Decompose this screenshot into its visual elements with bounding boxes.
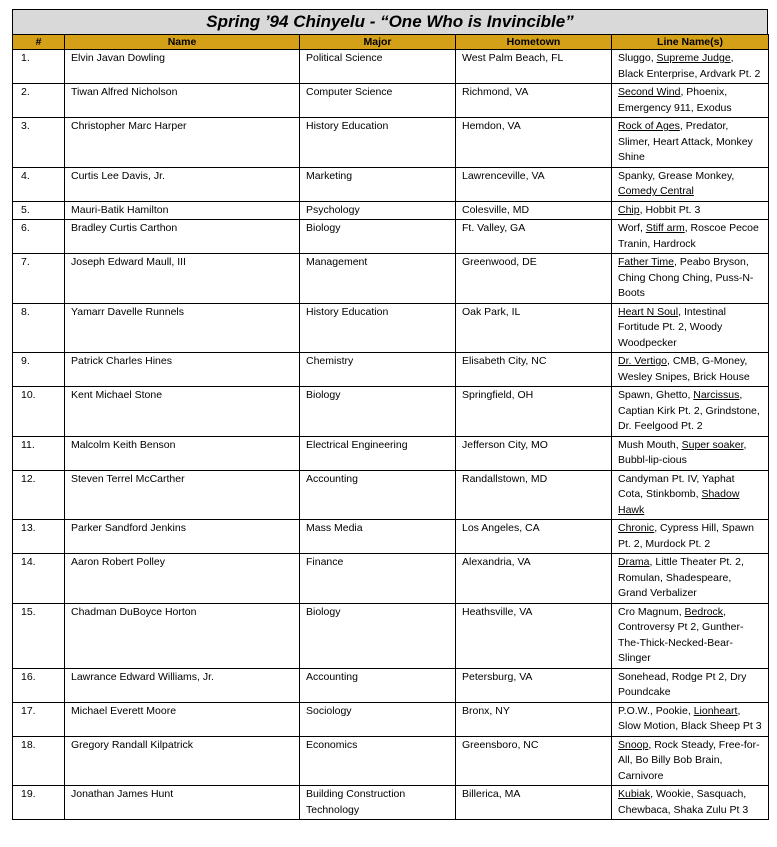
member-line-names bbox=[612, 387, 769, 437]
row-number: 15. bbox=[13, 603, 65, 668]
member-line-names bbox=[612, 353, 769, 387]
member-hometown: Heathsville, VA bbox=[456, 603, 612, 668]
line-name-text: Spawn, Ghetto, bbox=[618, 389, 694, 401]
member-line-names bbox=[612, 668, 769, 702]
line-name-text: Candyman Pt. IV, Yaphat Cota, Stinkbomb, bbox=[618, 472, 735, 500]
line-name-text: , Intestinal Fortitude Pt. 2, Woody Woodpecker bbox=[618, 305, 726, 349]
member-major: Management bbox=[300, 254, 456, 304]
member-hometown: Billerica, MA bbox=[456, 786, 612, 820]
line-name-text: , Roscoe Pecoe Tranin, Hardrock bbox=[618, 222, 759, 250]
member-name: Jonathan James Hunt bbox=[65, 786, 300, 820]
member-hometown: Springfield, OH bbox=[456, 387, 612, 437]
member-hometown: Ft. Valley, GA bbox=[456, 220, 612, 254]
table-row bbox=[13, 201, 769, 220]
member-line-names bbox=[612, 786, 769, 820]
line-name-underlined: Comedy Central bbox=[618, 185, 694, 197]
member-name: Chadman DuBoyce Horton bbox=[65, 603, 300, 668]
row-number: 12. bbox=[13, 470, 65, 520]
line-name-underlined: Kubiak bbox=[618, 788, 651, 800]
line-name-text: , Hobbit Pt. 3 bbox=[639, 203, 701, 216]
member-name: Bradley Curtis Carthon bbox=[65, 220, 300, 254]
member-line-names bbox=[612, 254, 769, 304]
member-major: Political Science bbox=[300, 50, 456, 84]
line-name-underlined: Second Wind bbox=[618, 86, 681, 98]
member-name: Elvin Javan Dowling bbox=[65, 50, 300, 84]
table-row bbox=[13, 470, 769, 520]
row-number: 5. bbox=[13, 201, 65, 220]
member-major: History Education bbox=[300, 303, 456, 353]
table-row bbox=[13, 520, 769, 554]
row-number: 10. bbox=[13, 387, 65, 437]
table-row bbox=[13, 554, 769, 604]
row-number: 17. bbox=[13, 702, 65, 736]
member-line-names bbox=[612, 50, 769, 84]
table-row bbox=[13, 702, 769, 736]
member-line-names bbox=[612, 303, 769, 353]
member-name: Michael Everett Moore bbox=[65, 702, 300, 736]
member-line-names bbox=[612, 118, 769, 168]
member-hometown: Alexandria, VA bbox=[456, 554, 612, 604]
line-name-text: , Wookie, Sasquach, Chewbaca, Shaka Zulu Pt 3 bbox=[618, 788, 749, 816]
member-line-names bbox=[612, 554, 769, 604]
column-header-line-names: Line Name(s) bbox=[612, 35, 769, 50]
member-hometown: Lawrenceville, VA bbox=[456, 167, 612, 201]
line-name-underlined: Super soaker bbox=[681, 438, 744, 451]
line-name-text: Sluggo, bbox=[618, 52, 657, 64]
line-name-text: Cro Magnum, bbox=[618, 605, 685, 618]
table-row bbox=[13, 303, 769, 353]
member-major: Computer Science bbox=[300, 84, 456, 118]
line-name-underlined: Narcissus bbox=[693, 389, 740, 401]
line-name-underlined: Chronic bbox=[618, 522, 655, 534]
line-name-text: , Predator, Slimer, Heart Attack, Monkey Shine bbox=[618, 120, 753, 163]
line-name-text: P.O.W., Pookie, bbox=[618, 704, 694, 717]
table-row bbox=[13, 84, 769, 118]
line-name-text: , Controversy Pt 2, Gunther-The-Thick-Necked-Bear-Slinger bbox=[618, 605, 744, 664]
line-name-underlined: Snoop bbox=[618, 738, 649, 751]
member-line-names bbox=[612, 84, 769, 118]
member-major: Accounting bbox=[300, 668, 456, 702]
member-line-names bbox=[612, 520, 769, 554]
table-row bbox=[13, 668, 769, 702]
column-header-hometown: Hometown bbox=[456, 35, 612, 50]
member-major: Finance bbox=[300, 554, 456, 604]
member-name: Yamarr Davelle Runnels bbox=[65, 303, 300, 353]
row-number: 13. bbox=[13, 520, 65, 554]
table-row bbox=[13, 220, 769, 254]
member-hometown: Colesville, MD bbox=[456, 201, 612, 220]
member-hometown: Elisabeth City, NC bbox=[456, 353, 612, 387]
member-major: Building Construction Technology bbox=[300, 786, 456, 820]
line-name-text: Mush Mouth, bbox=[618, 438, 682, 451]
member-hometown: Oak Park, IL bbox=[456, 303, 612, 353]
member-line-names bbox=[612, 470, 769, 520]
line-name-underlined: Bedrock bbox=[684, 605, 724, 618]
row-number: 8. bbox=[13, 303, 65, 353]
header-row bbox=[13, 35, 769, 50]
member-line-names bbox=[612, 167, 769, 201]
row-number: 19. bbox=[13, 786, 65, 820]
member-name: Patrick Charles Hines bbox=[65, 353, 300, 387]
member-name: Malcolm Keith Benson bbox=[65, 436, 300, 470]
row-number: 2. bbox=[13, 84, 65, 118]
table-row bbox=[13, 736, 769, 786]
member-name: Mauri-Batik Hamilton bbox=[65, 201, 300, 220]
column-header-major: Major bbox=[300, 35, 456, 50]
line-name-underlined: Stiff arm bbox=[645, 222, 685, 234]
line-name-text: , Little Theater Pt. 2, Romulan, Shadespeare, Grand Verbalizer bbox=[618, 556, 744, 599]
member-line-names bbox=[612, 702, 769, 736]
row-number: 7. bbox=[13, 254, 65, 304]
line-name-underlined: Rock of Ages bbox=[618, 120, 680, 132]
member-major: Sociology bbox=[300, 702, 456, 736]
member-name: Aaron Robert Polley bbox=[65, 554, 300, 604]
roster-table bbox=[12, 34, 769, 820]
document-title: Spring ’94 Chinyelu - “One Who is Invincible” bbox=[12, 9, 768, 34]
member-line-names bbox=[612, 220, 769, 254]
table-row bbox=[13, 50, 769, 84]
member-major: Biology bbox=[300, 387, 456, 437]
member-major: Biology bbox=[300, 220, 456, 254]
member-name: Curtis Lee Davis, Jr. bbox=[65, 167, 300, 201]
line-name-text: , Rock Steady, Free-for-All, Bo Billy Bob Brain, Carnivore bbox=[618, 738, 760, 782]
line-name-text: , Slow Motion, Black Sheep Pt 3 bbox=[618, 704, 762, 732]
line-name-text: Spanky, Grease Monkey, bbox=[618, 169, 735, 182]
row-number: 14. bbox=[13, 554, 65, 604]
member-major: Mass Media bbox=[300, 520, 456, 554]
member-name: Parker Sandford Jenkins bbox=[65, 520, 300, 554]
line-name-text: Worf, bbox=[618, 222, 646, 234]
member-major: Marketing bbox=[300, 167, 456, 201]
line-name-text: , Phoenix, Emergency 911, Exodus bbox=[618, 86, 732, 114]
member-line-names bbox=[612, 736, 769, 786]
line-name-underlined: Drama bbox=[618, 556, 650, 568]
member-major: Accounting bbox=[300, 470, 456, 520]
table-row bbox=[13, 387, 769, 437]
line-name-text: , Captian Kirk Pt. 2, Grindstone, Dr. Feelgood Pt. 2 bbox=[618, 389, 760, 432]
member-hometown: Petersburg, VA bbox=[456, 668, 612, 702]
member-major: Biology bbox=[300, 603, 456, 668]
member-name: Tiwan Alfred Nicholson bbox=[65, 84, 300, 118]
member-line-names bbox=[612, 201, 769, 220]
line-name-underlined: Shadow Hawk bbox=[618, 488, 740, 516]
member-hometown: West Palm Beach, FL bbox=[456, 50, 612, 84]
line-name-text: , CMB, G-Money, Wesley Snipes, Brick House bbox=[618, 355, 750, 383]
member-major: Economics bbox=[300, 736, 456, 786]
member-hometown: Bronx, NY bbox=[456, 702, 612, 736]
table-row bbox=[13, 167, 769, 201]
row-number: 9. bbox=[13, 353, 65, 387]
member-major: History Education bbox=[300, 118, 456, 168]
member-major: Psychology bbox=[300, 201, 456, 220]
table-row bbox=[13, 353, 769, 387]
line-name-underlined: Lionheart bbox=[693, 704, 738, 717]
row-number: 11. bbox=[13, 436, 65, 470]
row-number: 4. bbox=[13, 167, 65, 201]
table-row bbox=[13, 786, 769, 820]
member-name: Steven Terrel McCarther bbox=[65, 470, 300, 520]
row-number: 6. bbox=[13, 220, 65, 254]
table-row bbox=[13, 436, 769, 470]
line-name-underlined: Chip bbox=[618, 203, 640, 216]
member-hometown: Los Angeles, CA bbox=[456, 520, 612, 554]
table-row bbox=[13, 603, 769, 668]
table-row bbox=[13, 254, 769, 304]
member-hometown: Randallstown, MD bbox=[456, 470, 612, 520]
row-number: 1. bbox=[13, 50, 65, 84]
member-major: Electrical Engineering bbox=[300, 436, 456, 470]
member-line-names bbox=[612, 603, 769, 668]
line-name-text: , Black Enterprise, Ardvark Pt. 2 bbox=[618, 52, 761, 80]
row-number: 3. bbox=[13, 118, 65, 168]
line-name-underlined: Father Time bbox=[618, 256, 675, 268]
line-name-underlined: Supreme Judge bbox=[656, 52, 731, 64]
member-hometown: Hemdon, VA bbox=[456, 118, 612, 168]
member-hometown: Richmond, VA bbox=[456, 84, 612, 118]
line-name-text: , Bubbl-lip-cious bbox=[618, 438, 747, 466]
column-header-name: Name bbox=[65, 35, 300, 50]
row-number: 16. bbox=[13, 668, 65, 702]
member-hometown: Jefferson City, MO bbox=[456, 436, 612, 470]
member-hometown: Greenwood, DE bbox=[456, 254, 612, 304]
member-name: Lawrance Edward Williams, Jr. bbox=[65, 668, 300, 702]
line-name-text: Sonehead, Rodge Pt 2, Dry Poundcake bbox=[618, 670, 747, 698]
member-name: Kent Michael Stone bbox=[65, 387, 300, 437]
line-name-underlined: Dr. Vertigo bbox=[618, 355, 668, 367]
member-name: Gregory Randall Kilpatrick bbox=[65, 736, 300, 786]
line-name-text: , Peabo Bryson, Ching Chong Ching, Puss-N-Boots bbox=[618, 256, 754, 299]
roster-document bbox=[12, 9, 768, 820]
table-row bbox=[13, 118, 769, 168]
member-hometown: Greensboro, NC bbox=[456, 736, 612, 786]
member-name: Christopher Marc Harper bbox=[65, 118, 300, 168]
column-header-number: # bbox=[13, 35, 65, 50]
member-major: Chemistry bbox=[300, 353, 456, 387]
member-line-names bbox=[612, 436, 769, 470]
row-number: 18. bbox=[13, 736, 65, 786]
member-name: Joseph Edward Maull, III bbox=[65, 254, 300, 304]
line-name-underlined: Heart N Soul bbox=[618, 305, 679, 318]
line-name-text: , Cypress Hill, Spawn Pt. 2, Murdock Pt. 2 bbox=[618, 522, 754, 550]
